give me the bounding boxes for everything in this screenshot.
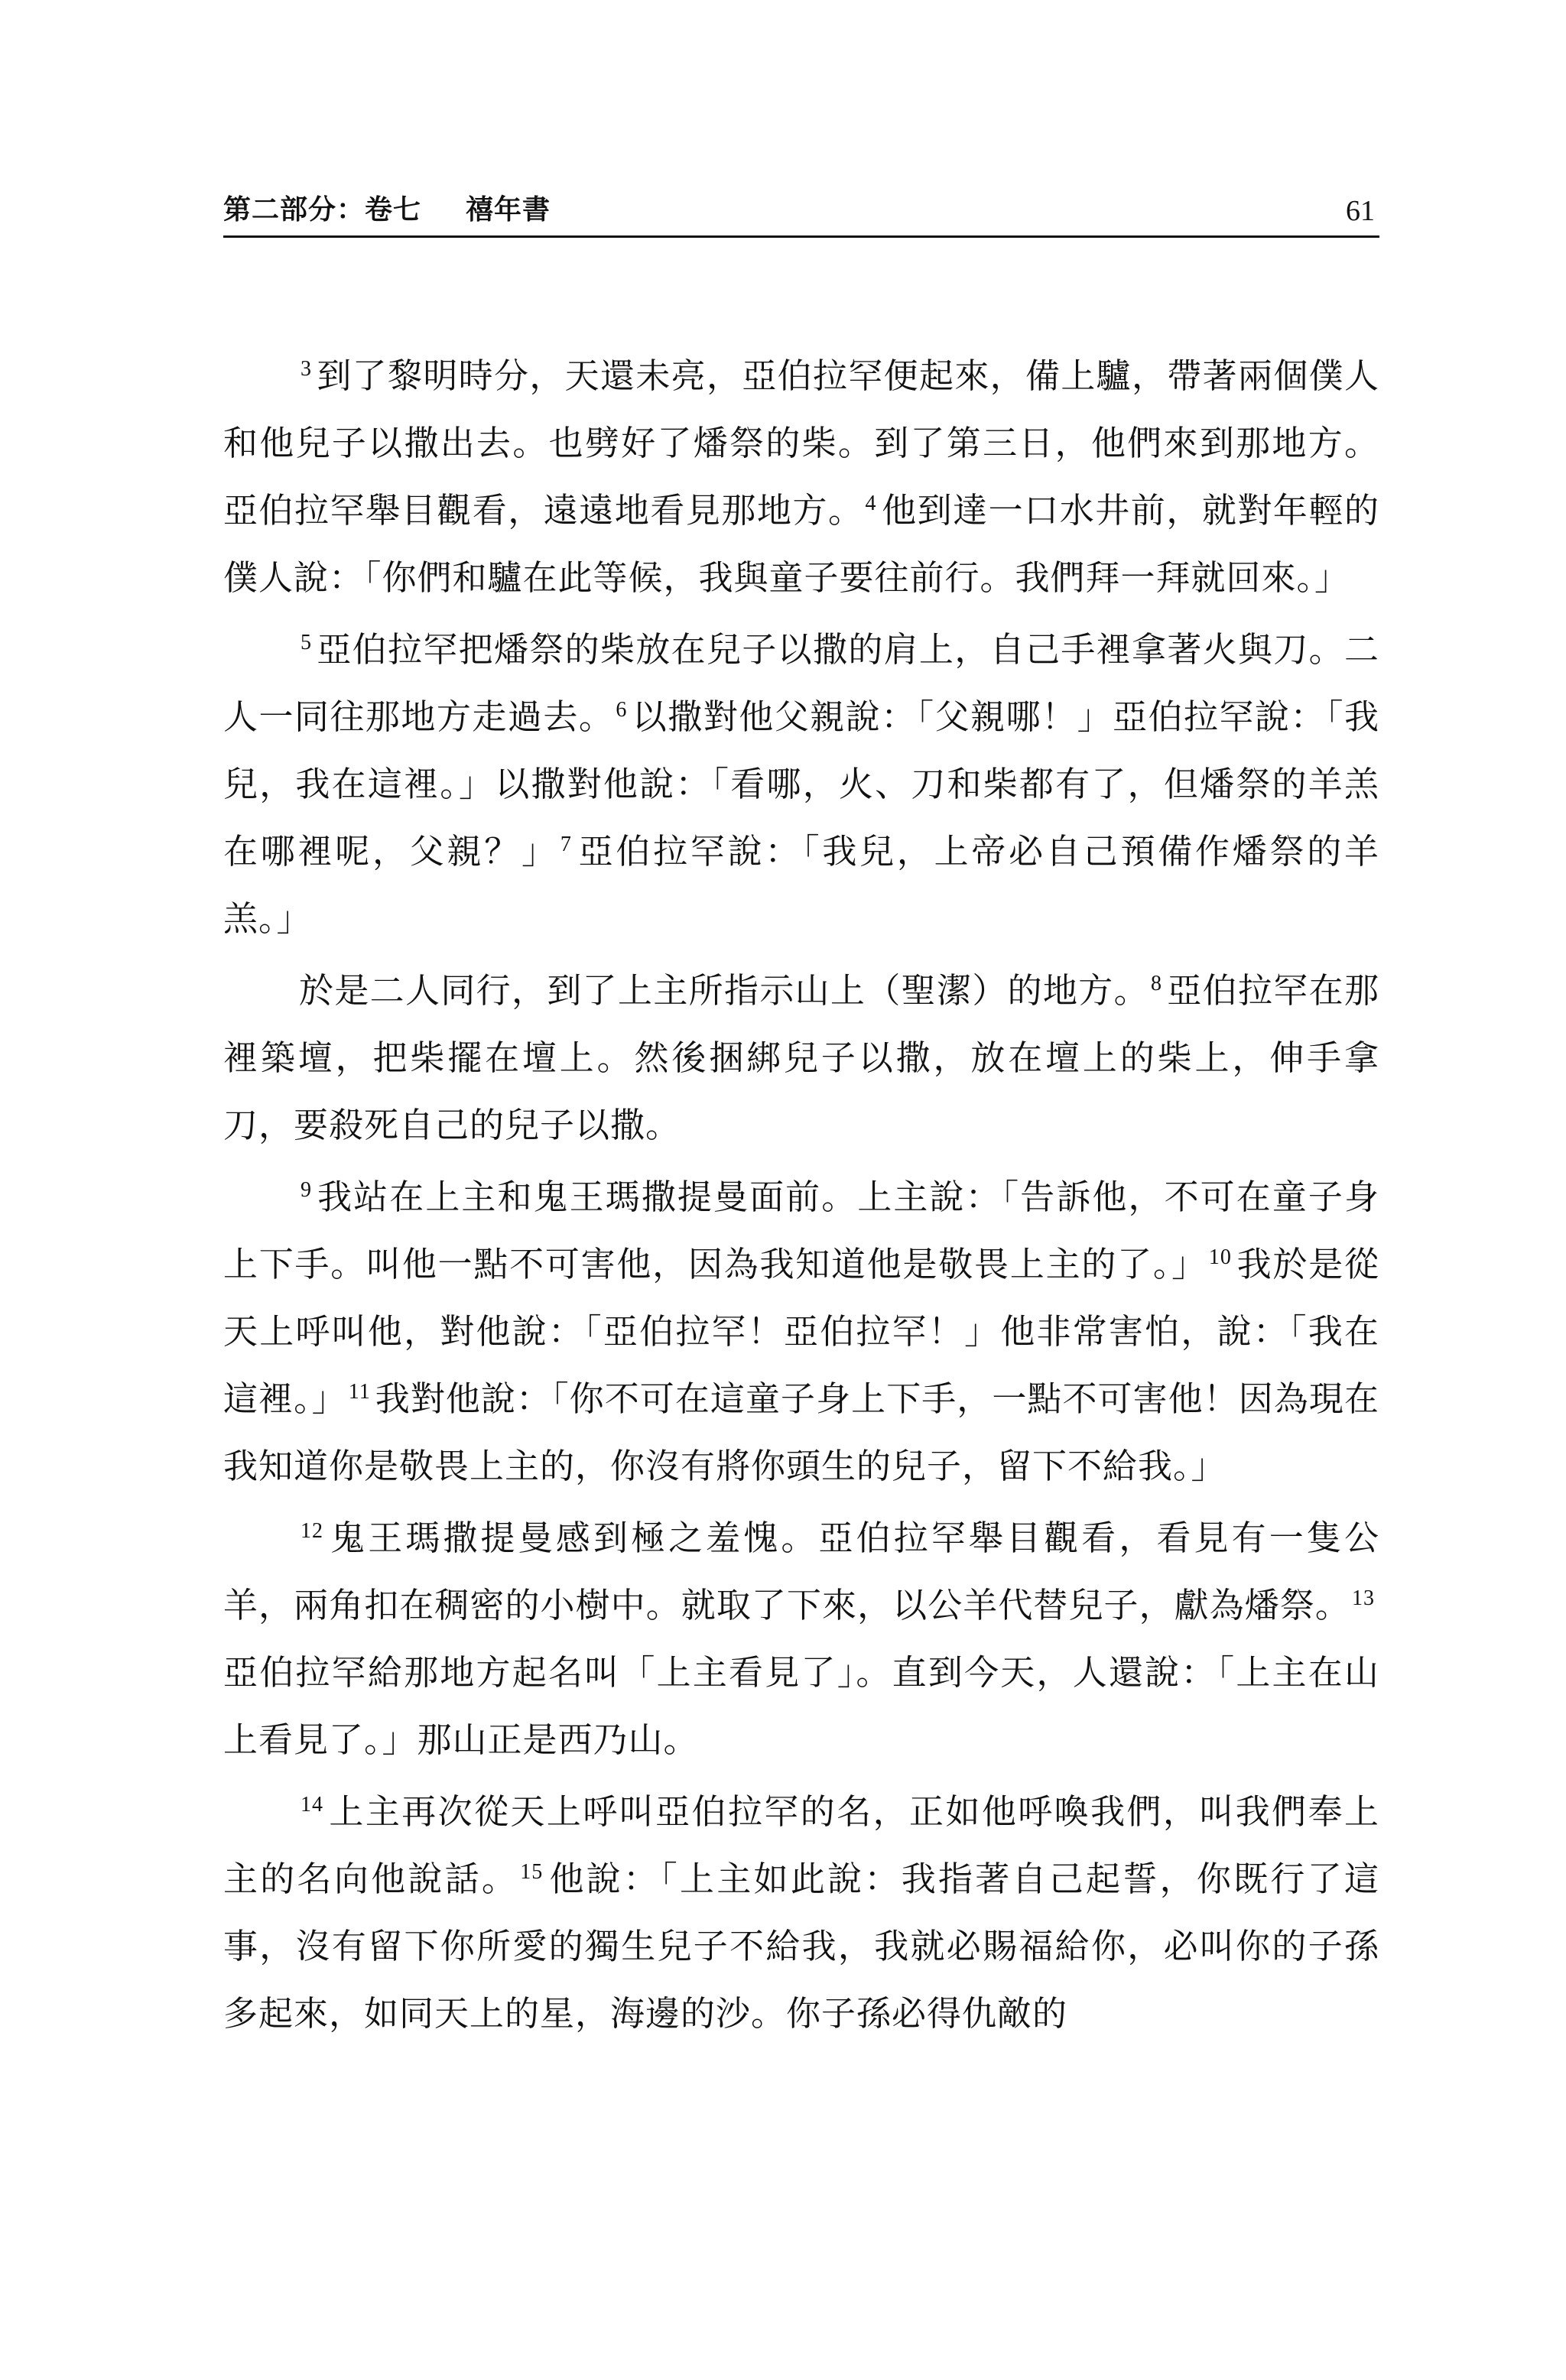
body-text bbox=[223, 343, 1379, 2052]
page-header bbox=[223, 183, 1379, 232]
verse-text: 鬼王瑪撒提曼感到極之羞愧。亞伯拉罕舉目觀看，看見有一隻公羊，兩角扣在稠密的小樹中。就取了下來，以公羊代替兒子，獻為燔祭。 bbox=[223, 1518, 1379, 1625]
verse-number: 15 bbox=[520, 1860, 544, 1884]
verse-number: 8 bbox=[1150, 972, 1162, 995]
paragraph bbox=[223, 1164, 1379, 1500]
verse-text: 我於是從天上呼叫他，對他說：「亞伯拉罕！亞伯拉罕！」他非常害怕，說：「我在這裡。」 bbox=[223, 1244, 1379, 1419]
verse-number: 4 bbox=[865, 492, 877, 515]
header-rule bbox=[223, 235, 1379, 238]
paragraph bbox=[223, 616, 1379, 953]
verse-number: 7 bbox=[560, 833, 572, 856]
verse-text: 亞伯拉罕在那裡築壇，把柴擺在壇上。然後捆綁兒子以撒，放在壇上的柴上，伸手拿刀，要殺死自己的兒子以撒。 bbox=[223, 970, 1379, 1145]
running-head-section: 第二部分：卷七 bbox=[223, 194, 422, 226]
paragraph bbox=[223, 1505, 1379, 1774]
verse-text: 我對他說：「你不可在這童子身上下手，一點不可害他！因為現在我知道你是敬畏上主的，你沒有將你頭生的兒子，留下不給我。」 bbox=[223, 1378, 1379, 1486]
verse-text: 亞伯拉罕給那地方起名叫「上主看見了」。直到今天，人還說：「上主在山上看見了。」那山正是西乃山。 bbox=[223, 1652, 1379, 1760]
verse-number: 13 bbox=[1352, 1586, 1375, 1610]
running-head bbox=[223, 188, 551, 227]
verse-number: 11 bbox=[348, 1380, 371, 1404]
verse-number: 12 bbox=[301, 1519, 323, 1543]
verse-number: 9 bbox=[301, 1178, 312, 1202]
verse-text: 於是二人同行，到了上主所指示山上（聖潔）的地方。 bbox=[299, 970, 1149, 1011]
verse-number: 3 bbox=[301, 357, 312, 381]
verse-text: 他到達一口水井前，就對年輕的僕人說：「你們和驢在此等候，我與童子要往前行。我們拜一拜就回來。」 bbox=[223, 490, 1379, 598]
verse-text: 亞伯拉罕說：「我兒，上帝必自己預備作燔祭的羊羔。」 bbox=[223, 831, 1379, 939]
verse-number: 6 bbox=[616, 698, 628, 722]
verse-text: 以撒對他父親說：「父親哪！」亞伯拉罕說：「我兒，我在這裡。」以撒對他說：「看哪，火、刀和柴都有了，但燔祭的羊羔在哪裡呢，父親？」 bbox=[223, 696, 1379, 872]
paragraph bbox=[223, 1778, 1379, 2047]
verse-number: 14 bbox=[301, 1793, 323, 1817]
paragraph bbox=[223, 343, 1379, 612]
verse-number: 5 bbox=[301, 631, 312, 654]
page-number: 61 bbox=[1346, 195, 1375, 227]
verse-number: 10 bbox=[1208, 1245, 1232, 1269]
verse-text: 亞伯拉罕把燔祭的柴放在兒子以撒的肩上，自己手裡拿著火與刀。二人一同往那地方走過去。 bbox=[223, 629, 1379, 737]
verse-text: 上主再次從天上呼叫亞伯拉罕的名，正如他呼喚我們，叫我們奉上主的名向他說話。 bbox=[223, 1791, 1379, 1899]
verse-text: 到了黎明時分，天還未亮，亞伯拉罕便起來，備上驢，帶著兩個僕人和他兒子以撒出去。也劈好了燔祭的柴。到了第三日，他們來到那地方。亞伯拉罕舉目觀看，遠遠地看見那地方。 bbox=[223, 356, 1379, 531]
verse-text: 我站在上主和鬼王瑪撒提曼面前。上主說：「告訴他，不可在童子身上下手。叫他一點不可害他，因為我知道他是敬畏上主的了。」 bbox=[223, 1177, 1379, 1284]
running-head-book-title: 禧年書 bbox=[466, 194, 551, 226]
verse-text: 他說：「上主如此說：我指著自己起誓，你既行了這事，沒有留下你所愛的獨生兒子不給我，我就必賜福給你，必叫你的子孫多起來，如同天上的星，海邊的沙。你子孫必得仇敵的 bbox=[223, 1859, 1379, 2034]
paragraph bbox=[223, 957, 1379, 1159]
